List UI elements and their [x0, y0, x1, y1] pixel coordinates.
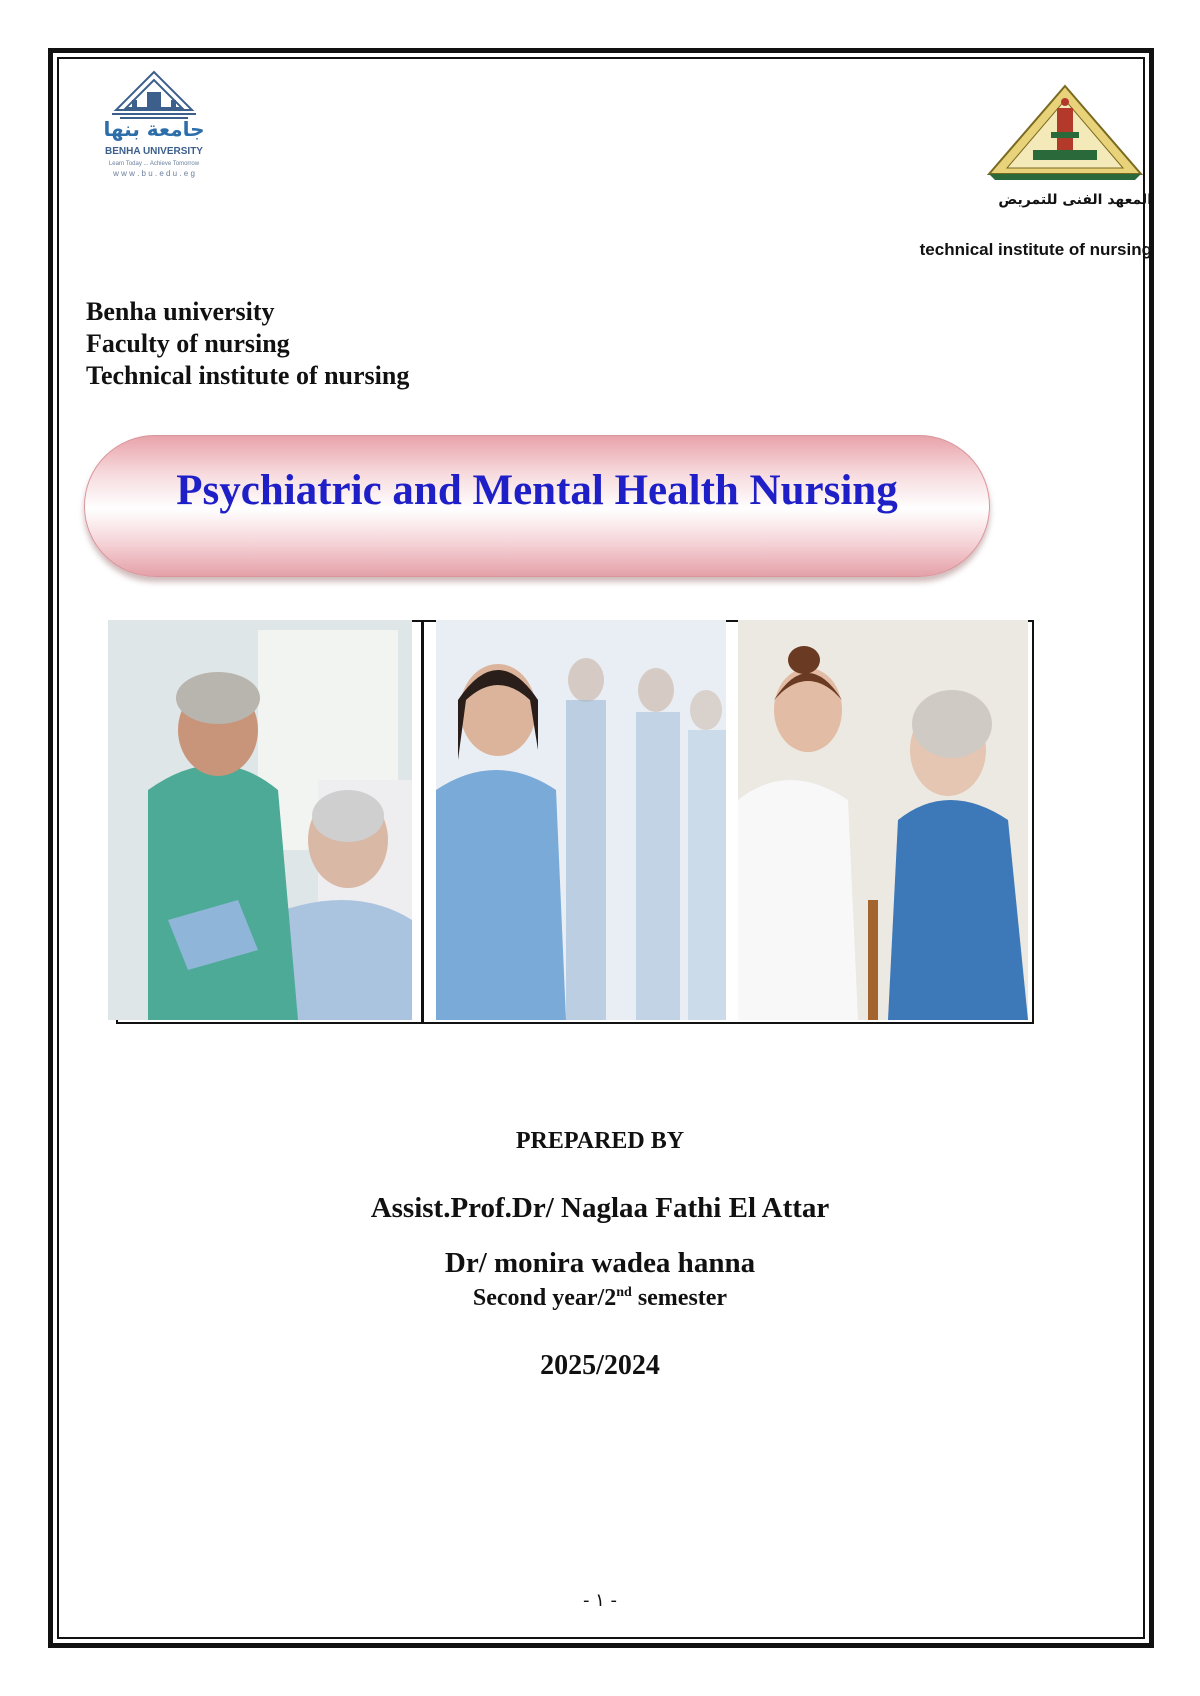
photo-divider — [421, 620, 424, 1024]
prepared-by-label: PREPARED BY — [515, 1128, 685, 1154]
title-banner — [84, 435, 990, 577]
nurse-with-elderly-woman-photo — [738, 620, 1028, 1020]
university-arabic-name: جامعة بنها — [103, 117, 205, 141]
nurse-with-elderly-patient-in-bed-photo — [108, 620, 412, 1020]
smiling-nurse-medical-team-photo — [436, 620, 726, 1020]
institute-seal-icon — [985, 82, 1145, 180]
author-primary: Assist.Prof.Dr/ Naglaa Fathi El Attar — [370, 1192, 830, 1224]
institute-english-name: technical institute of nursing — [919, 240, 1152, 259]
page-number: - ١ - — [582, 1590, 618, 1611]
author-secondary: Dr/ monira wadea hanna — [444, 1247, 756, 1279]
university-english-name: BENHA UNIVERSITY — [105, 146, 203, 157]
academic-year: 2025/2024 — [540, 1350, 660, 1381]
institute-arabic-name: المعهد الفنى للتمريض — [998, 192, 1152, 208]
document-title: Psychiatric and Mental Health Nursing — [176, 467, 898, 514]
semester-info — [0, 1285, 1200, 1312]
semester-prefix: Second year/2 — [472, 1285, 617, 1311]
benha-university-logo-icon — [92, 70, 242, 182]
header-block — [86, 296, 409, 392]
university-tagline: Learn Today ... Achieve Tomorrow — [108, 161, 200, 167]
header-institute: Technical institute of nursing — [86, 361, 410, 390]
semester-suffix: semester — [631, 1285, 728, 1311]
semester-ordinal: nd — [616, 1285, 632, 1300]
header-faculty: Faculty of nursing — [86, 329, 290, 358]
header-university: Benha university — [86, 297, 275, 326]
university-url: w w w . b u . e d u . e g — [113, 169, 195, 178]
